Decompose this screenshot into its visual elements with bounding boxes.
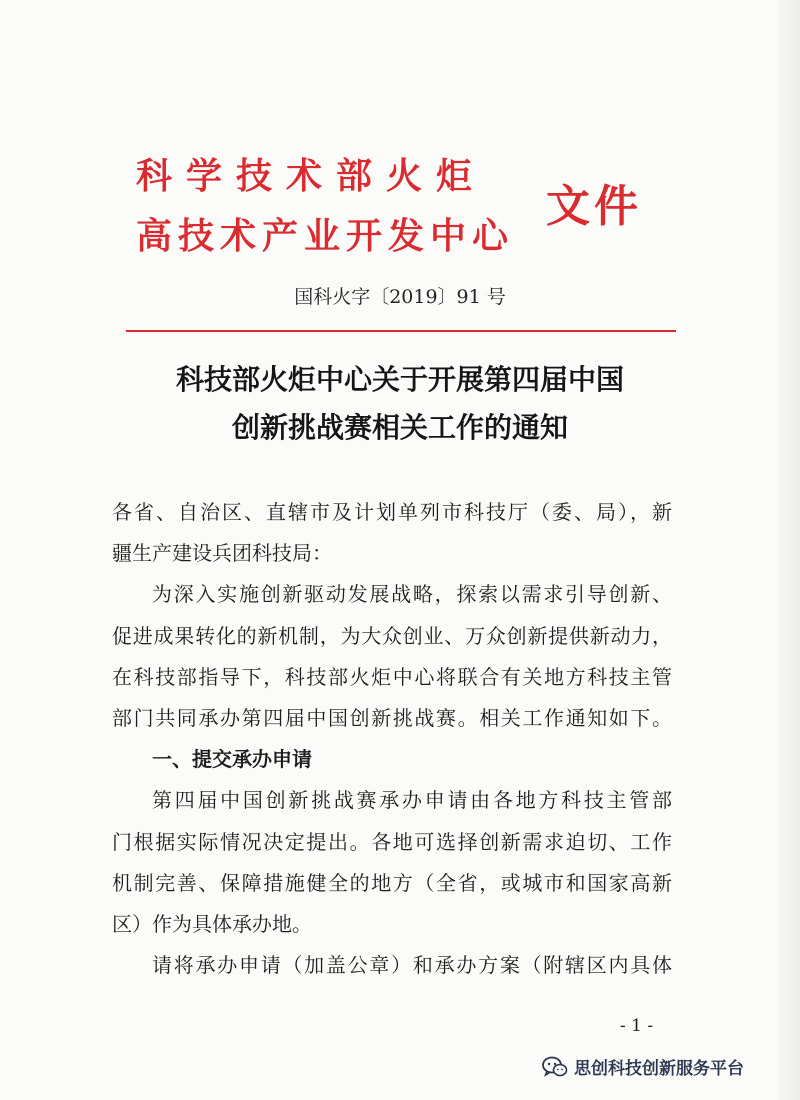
document-title <box>0 356 800 452</box>
wechat-icon <box>542 1056 568 1078</box>
watermark-text: 思创科技创新服务平台 <box>574 1059 744 1079</box>
title-line-1: 科技部火炬中心关于开展第四届中国 <box>175 363 624 396</box>
page-number: - 1 - <box>620 1016 654 1036</box>
issuing-organization <box>136 148 514 264</box>
section-1-heading: 一、提交承办申请 <box>152 747 312 772</box>
document-type-label: 文件 <box>546 181 642 232</box>
paragraph-1-line-4: 部门共同承办第四届中国创新挑战赛。相关工作通知如下。 <box>112 706 672 731</box>
title-line-2: 创新挑战赛相关工作的通知 <box>231 411 568 444</box>
red-header-divider <box>126 330 676 332</box>
org-name-line-1: 科学技术部火炬 <box>136 155 487 197</box>
paragraph-1-line-1: 为深入实施创新驱动发展战略，探索以需求引导创新、 <box>152 582 672 607</box>
paragraph-1-line-3: 在科技部指导下，科技部火炬中心将联合有关地方科技主管 <box>112 664 672 689</box>
salutation-line-1: 各省、自治区、直辖市及计划单列市科技厅（委、局），新 <box>112 500 672 524</box>
paragraph-1-line-2: 促进成果转化的新机制，为大众创业、万众创新提供新动力， <box>112 623 672 648</box>
org-name-line-2: 高技术产业开发中心 <box>136 215 515 257</box>
paragraph-2-line-2: 门根据实际情况决定提出。各地可选择创新需求迫切、工作 <box>112 829 672 854</box>
salutation-line-2: 疆生产建设兵团科技局： <box>112 541 332 566</box>
paragraph-2-line-3: 机制完善、保障措施健全的地方（全省，或城市和国家高新 <box>112 870 672 895</box>
document-body <box>112 492 672 986</box>
paragraph-2-line-4: 区）作为具体承办地。 <box>112 912 312 937</box>
paragraph-3-line-1: 请将承办申请（加盖公章）和承办方案（附辖区内具体 <box>152 953 672 978</box>
platform-watermark <box>542 1054 744 1079</box>
paragraph-2-line-1: 第四届中国创新挑战赛承办申请由各地方科技主管部 <box>152 788 672 813</box>
document-number: 国科火字〔2019〕91 号 <box>294 286 506 308</box>
page-edge-shadow <box>778 0 800 1100</box>
